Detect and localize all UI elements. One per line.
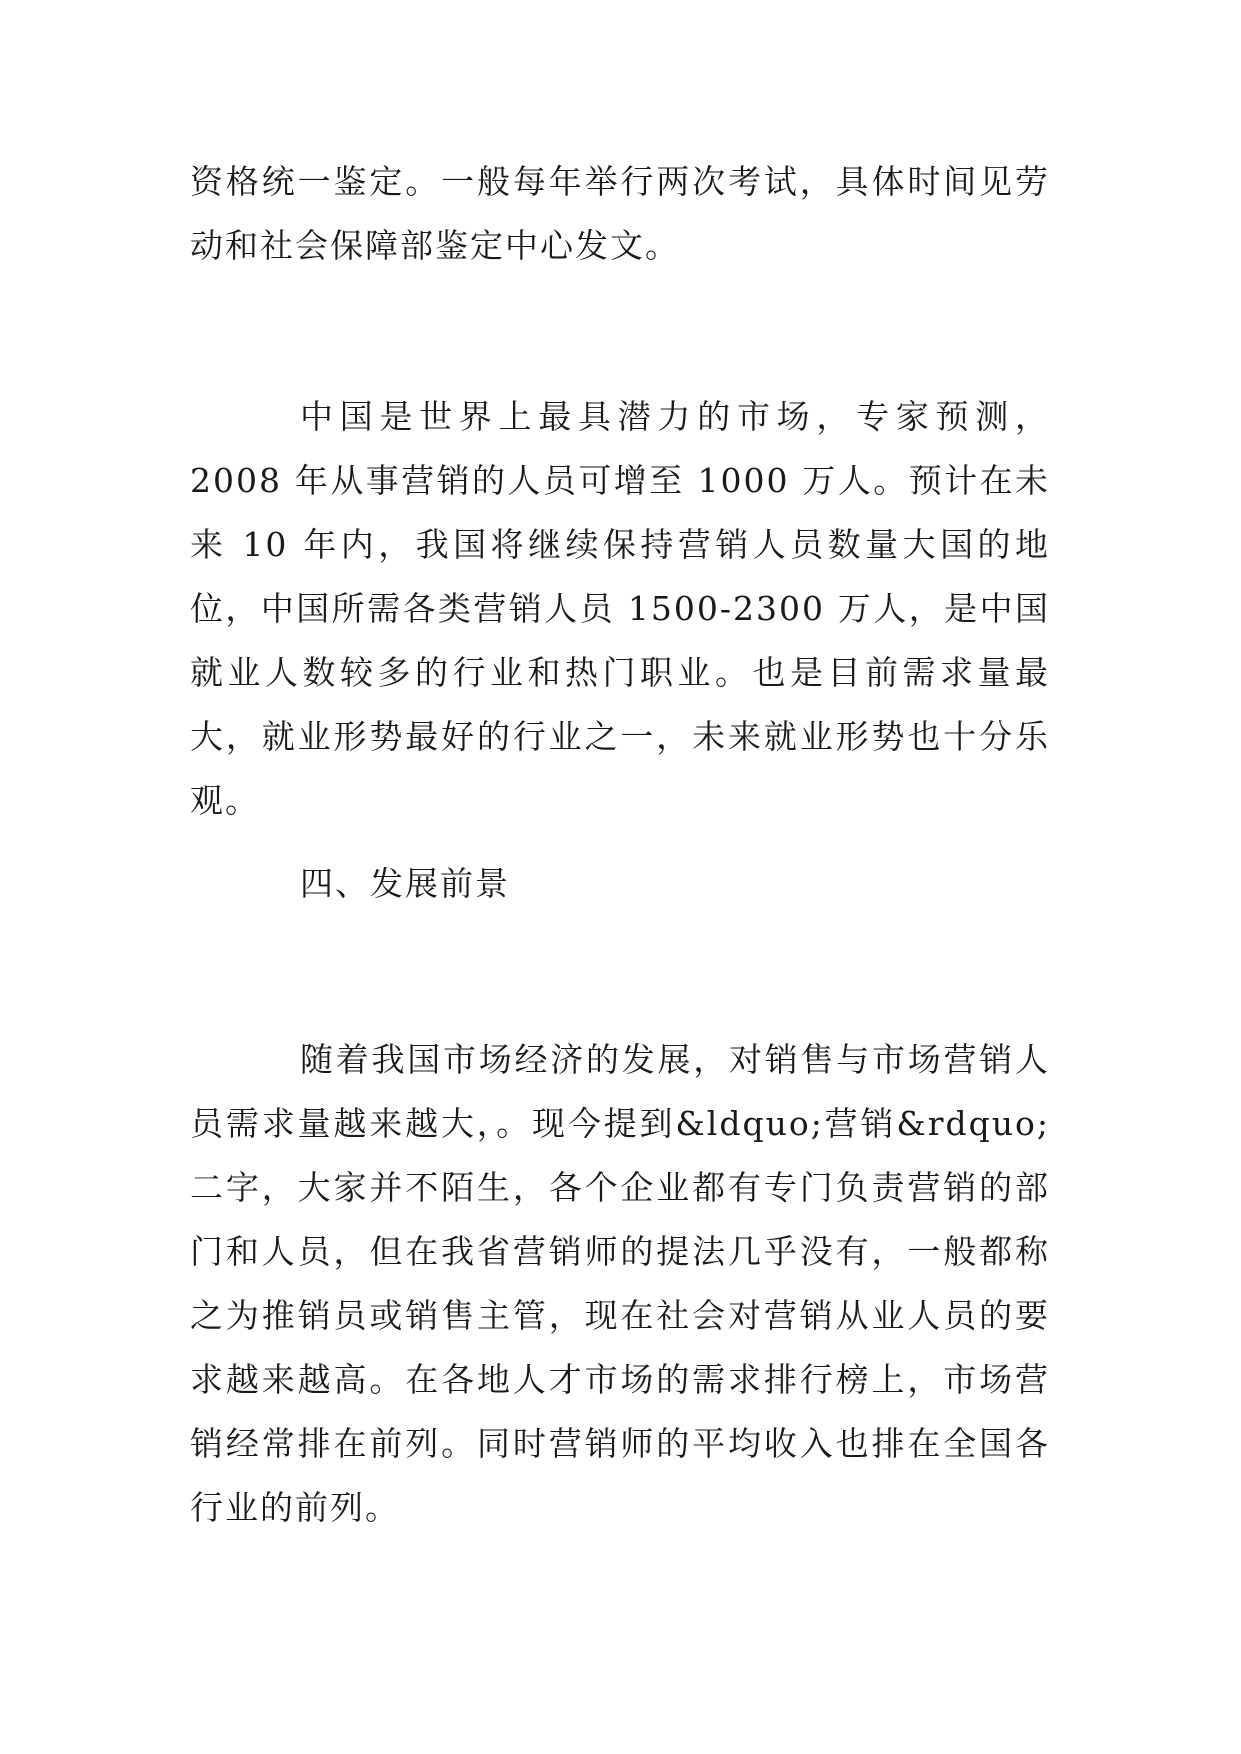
paragraph-market-outlook: 中国是世界上最具潜力的市场，专家预测，2008 年从事营销的人员可增至 1000 万人。预计在未来 10 年内，我国将继续保持营销人员数量大国的地位，中国所需各类营销人员 1500-2300 万人，是中国就业人数较多的行业和热门职业。也是目前需求量最大，就业形势最好的行业之一，未来就业形势也十分乐观。: [190, 397, 1050, 820]
paragraph-certification: 资格统一鉴定。一般每年举行两次考试，具体时间见劳动和社会保障部鉴定中心发文。: [190, 162, 1050, 265]
section-heading-development-prospects: 四、发展前景: [300, 864, 510, 903]
paragraph-development-prospects: 随着我国市场经济的发展，对销售与市场营销人员需求量越来越大，。现今提到&ldquo;营销&rdquo;二字，大家并不陌生，各个企业都有专门负责营销的部门和人员，但在我省营销师的提法几乎没有，一般都称之为推销员或销售主管，现在社会对营销从业人员的要求越来越高。在各地人才市场的需求排行榜上，市场营销经常排在前列。同时营销师的平均收入也排在全国各行业的前列。: [190, 1040, 1050, 1527]
